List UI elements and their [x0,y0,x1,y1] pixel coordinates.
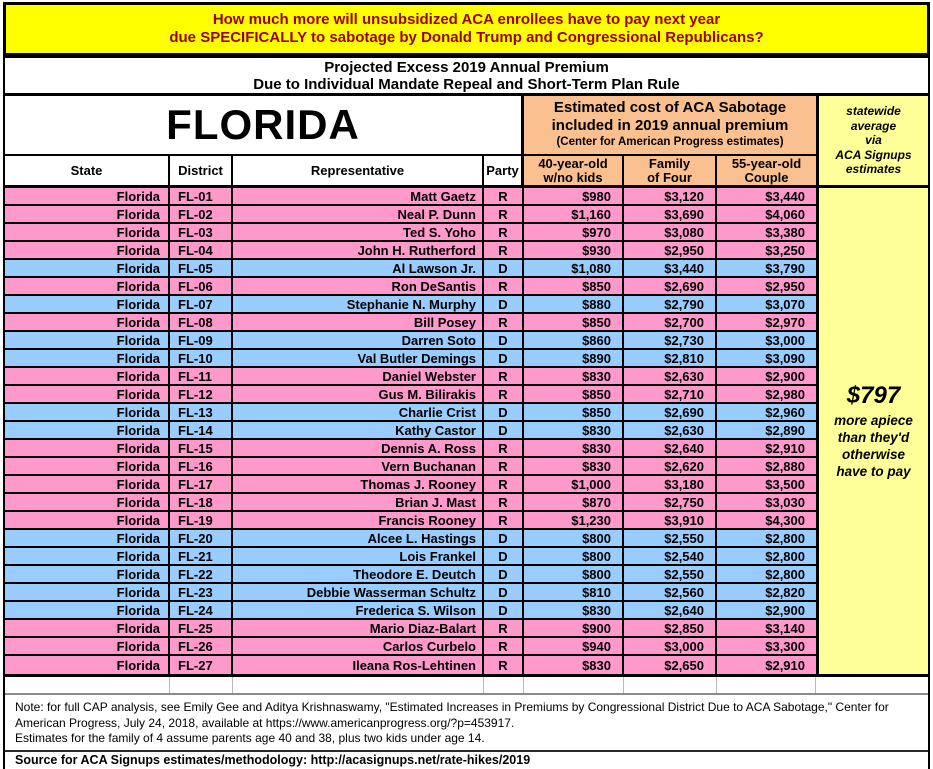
cell-party: D [484,548,524,564]
cell-state: Florida [5,314,170,330]
cell-state: Florida [5,566,170,582]
column-header-line: 40-year-old [538,155,608,171]
statewide-average-cell [816,188,928,674]
source-bar [5,750,928,769]
cell-party: R [484,206,524,222]
cell-district: FL-19 [170,512,233,528]
cell-family-of-four: $2,730 [624,332,717,348]
sidebar-head-line: ACA Signups [835,147,912,162]
sidebar-head-line: statewide [846,104,901,119]
cell-family-of-four: $2,630 [624,368,717,384]
cell-party: R [484,386,524,402]
table-row [5,404,816,422]
cell-representative: Al Lawson Jr. [233,260,484,276]
cell-55-year-old: $3,140 [717,620,816,636]
cell-district: FL-12 [170,386,233,402]
cost-header-line-1: Estimated cost of ACA Sabotage [553,99,787,116]
cell-party: R [484,458,524,474]
cell-party: D [484,350,524,366]
statewide-average-caption-line: have to pay [836,463,911,479]
cell-40-year-old: $830 [524,422,624,438]
table-row [5,224,816,242]
cell-family-of-four: $3,080 [624,224,717,240]
cell-party: D [484,332,524,348]
cell-representative: Lois Frankel [233,548,484,564]
cell-40-year-old: $800 [524,530,624,546]
cell-representative: Stephanie N. Murphy [233,296,484,312]
statewide-average-amount: $797 [846,381,901,409]
cell-40-year-old: $850 [524,404,624,420]
cell-district: FL-18 [170,494,233,510]
cell-party: D [484,422,524,438]
table-row [5,458,816,476]
cell-40-year-old: $1,160 [524,206,624,222]
cell-55-year-old: $2,980 [717,386,816,402]
statewide-average-caption-line: more apiece [834,412,913,428]
cell-55-year-old: $2,800 [717,566,816,582]
cell-family-of-four: $2,690 [624,278,717,294]
table-row [5,638,816,656]
cell-party: R [484,188,524,204]
cell-family-of-four: $3,440 [624,260,717,276]
cell-representative: Alcee L. Hastings [233,530,484,546]
cell-40-year-old: $940 [524,638,624,654]
cell-representative: Ileana Ros-Lehtinen [233,656,484,674]
cell-state: Florida [5,296,170,312]
cell-district: FL-23 [170,584,233,600]
cell-state: Florida [5,422,170,438]
cell-40-year-old: $830 [524,602,624,618]
cost-header-line-3: (Center for American Progress estimates) [556,136,784,148]
cell-55-year-old: $2,910 [717,440,816,456]
cell-family-of-four: $2,700 [624,314,717,330]
sidebar-head-line: via [865,133,882,148]
cell-party: R [484,314,524,330]
cell-party: R [484,224,524,240]
cell-40-year-old: $810 [524,584,624,600]
empty-cell [170,677,233,693]
cell-state: Florida [5,602,170,618]
cell-party: D [484,602,524,618]
table-row [5,422,816,440]
table-row [5,350,816,368]
cell-district: FL-21 [170,548,233,564]
cell-district: FL-10 [170,350,233,366]
cell-40-year-old: $900 [524,620,624,636]
cell-representative: Charlie Crist [233,404,484,420]
cell-district: FL-11 [170,368,233,384]
cell-family-of-four: $3,180 [624,476,717,492]
empty-cell [233,677,484,693]
cell-state: Florida [5,386,170,402]
cell-55-year-old: $3,380 [717,224,816,240]
cell-family-of-four: $2,540 [624,548,717,564]
cell-party: R [484,368,524,384]
cell-district: FL-07 [170,296,233,312]
cell-family-of-four: $2,560 [624,584,717,600]
cell-state: Florida [5,530,170,546]
cell-district: FL-24 [170,602,233,618]
cell-representative: Frederica S. Wilson [233,602,484,618]
footnote-block [5,695,928,750]
table-row [5,584,816,602]
empty-cell [816,677,928,693]
empty-cell [524,677,624,693]
cell-family-of-four: $2,750 [624,494,717,510]
cell-representative: Theodore E. Deutch [233,566,484,582]
cell-state: Florida [5,368,170,384]
cell-district: FL-09 [170,332,233,348]
empty-cell [484,677,524,693]
cell-55-year-old: $2,900 [717,368,816,384]
cell-40-year-old: $830 [524,368,624,384]
cell-40-year-old: $880 [524,296,624,312]
table-row [5,278,816,296]
table-row [5,440,816,458]
cell-55-year-old: $3,030 [717,494,816,510]
cell-state: Florida [5,332,170,348]
cell-state: Florida [5,458,170,474]
cell-40-year-old: $1,000 [524,476,624,492]
cell-district: FL-01 [170,188,233,204]
cell-family-of-four: $3,000 [624,638,717,654]
column-header-family-of-four [624,156,717,185]
cell-40-year-old: $1,230 [524,512,624,528]
cell-representative: John H. Rutherford [233,242,484,258]
cell-district: FL-14 [170,422,233,438]
sidebar-head-line: average [850,118,897,133]
cell-40-year-old: $850 [524,278,624,294]
table-header-block [5,96,928,188]
cell-state: Florida [5,476,170,492]
cost-header-line-2: included in 2019 annual premium [551,117,789,134]
cell-state: Florida [5,350,170,366]
cell-family-of-four: $2,620 [624,458,717,474]
table-rows [5,188,816,674]
cell-district: FL-26 [170,638,233,654]
table-row [5,512,816,530]
cell-representative: Carlos Curbelo [233,638,484,654]
cell-district: FL-02 [170,206,233,222]
table-row [5,332,816,350]
cell-representative: Neal P. Dunn [233,206,484,222]
cell-55-year-old: $3,300 [717,638,816,654]
column-header-row [5,156,816,185]
column-header-line: Couple [744,169,789,185]
cell-party: R [484,278,524,294]
cell-district: FL-17 [170,476,233,492]
table-row [5,242,816,260]
cell-state: Florida [5,440,170,456]
column-header-line: Family [648,155,691,171]
subtitle-line-2: Due to Individual Mandate Repeal and Short-Term Plan Rule [253,75,680,93]
cell-40-year-old: $800 [524,548,624,564]
cell-district: FL-06 [170,278,233,294]
cell-family-of-four: $2,950 [624,242,717,258]
cell-55-year-old: $2,820 [717,584,816,600]
cell-family-of-four: $2,550 [624,530,717,546]
empty-cell [5,677,170,693]
cell-state: Florida [5,512,170,528]
cell-state: Florida [5,620,170,636]
cell-representative: Thomas J. Rooney [233,476,484,492]
cell-family-of-four: $2,630 [624,422,717,438]
cell-55-year-old: $2,910 [717,656,816,674]
column-header-state: State [5,156,170,185]
cell-40-year-old: $980 [524,188,624,204]
cell-family-of-four: $2,850 [624,620,717,636]
cell-40-year-old: $1,080 [524,260,624,276]
cell-state: Florida [5,224,170,240]
cell-party: R [484,440,524,456]
cell-representative: Daniel Webster [233,368,484,384]
cell-family-of-four: $3,120 [624,188,717,204]
column-header-55-year-old [717,156,816,185]
cell-representative: Ted S. Yoho [233,224,484,240]
cell-state: Florida [5,548,170,564]
cell-district: FL-15 [170,440,233,456]
cell-40-year-old: $970 [524,224,624,240]
cell-representative: Brian J. Mast [233,494,484,510]
cell-district: FL-16 [170,458,233,474]
cell-district: FL-25 [170,620,233,636]
statewide-average-header [816,96,928,185]
cell-representative: Dennis A. Ross [233,440,484,456]
cell-state: Florida [5,656,170,674]
cell-55-year-old: $2,950 [717,278,816,294]
cell-40-year-old: $830 [524,458,624,474]
cell-55-year-old: $2,900 [717,602,816,618]
cell-district: FL-03 [170,224,233,240]
cell-40-year-old: $890 [524,350,624,366]
column-header-40-year-old [524,156,624,185]
table-row [5,620,816,638]
table-row [5,476,816,494]
cell-55-year-old: $3,090 [717,350,816,366]
cell-family-of-four: $2,550 [624,566,717,582]
cell-representative: Gus M. Bilirakis [233,386,484,402]
cell-family-of-four: $3,910 [624,512,717,528]
cell-party: R [484,620,524,636]
cell-55-year-old: $2,800 [717,530,816,546]
table-row [5,566,816,584]
cell-55-year-old: $3,790 [717,260,816,276]
table-row [5,548,816,566]
cell-party: D [484,566,524,582]
cell-family-of-four: $2,810 [624,350,717,366]
column-header-line: w/no kids [543,169,603,185]
table-row [5,368,816,386]
footnote-family-assumption: Estimates for the family of 4 assume parents age 40 and 38, plus two kids under age 14. [15,731,485,745]
subtitle-line-1: Projected Excess 2019 Annual Premium [324,58,609,76]
cell-party: R [484,242,524,258]
cell-party: D [484,584,524,600]
cell-representative: Francis Rooney [233,512,484,528]
cell-55-year-old: $3,500 [717,476,816,492]
cell-40-year-old: $830 [524,440,624,456]
cell-40-year-old: $860 [524,332,624,348]
cell-state: Florida [5,404,170,420]
cell-party: R [484,638,524,654]
table-row [5,602,816,620]
table-row [5,188,816,206]
column-header-line: 55-year-old [731,155,802,171]
cell-representative: Ron DeSantis [233,278,484,294]
footnote-cap-analysis: Note: for full CAP analysis, see Emily Gee and Aditya Krishnaswamy, "Estimated Increases in Premiums by Congressional District Due to ACA Sabotage," Center for American Progress, July 24, 2018, available at https://www.americanprogress.org/?p=453917. [15,700,889,730]
statewide-average-caption-line: than they'd [837,429,910,445]
table-body [5,188,928,677]
statewide-average-caption-line: otherwise [841,446,906,462]
column-header-line: of Four [647,169,692,185]
cell-state: Florida [5,260,170,276]
cell-55-year-old: $2,970 [717,314,816,330]
column-header-party: Party [484,156,524,185]
cell-representative: Vern Buchanan [233,458,484,474]
cell-state: Florida [5,584,170,600]
cell-party: D [484,404,524,420]
table-row [5,206,816,224]
cell-family-of-four: $2,710 [624,386,717,402]
cell-representative: Matt Gaetz [233,188,484,204]
cell-family-of-four: $2,790 [624,296,717,312]
cell-family-of-four: $2,650 [624,656,717,674]
cell-40-year-old: $830 [524,656,624,674]
cell-representative: Mario Diaz-Balart [233,620,484,636]
table-row [5,386,816,404]
cell-55-year-old: $2,800 [717,548,816,564]
cell-state: Florida [5,278,170,294]
column-header-representative: Representative [233,156,484,185]
cell-state: Florida [5,494,170,510]
cell-55-year-old: $3,250 [717,242,816,258]
table-row [5,314,816,332]
cell-55-year-old: $4,060 [717,206,816,222]
cell-district: FL-05 [170,260,233,276]
cell-representative: Bill Posey [233,314,484,330]
cell-party: D [484,260,524,276]
cell-55-year-old: $3,000 [717,332,816,348]
cell-state: Florida [5,242,170,258]
column-header-district: District [170,156,233,185]
cell-40-year-old: $850 [524,314,624,330]
table-row [5,494,816,512]
empty-cell [624,677,717,693]
cell-family-of-four: $3,690 [624,206,717,222]
cell-party: D [484,530,524,546]
cell-state: Florida [5,188,170,204]
cell-40-year-old: $930 [524,242,624,258]
cell-40-year-old: $870 [524,494,624,510]
cell-district: FL-04 [170,242,233,258]
cell-family-of-four: $2,640 [624,440,717,456]
table-row [5,530,816,548]
cell-district: FL-27 [170,656,233,674]
headline-line-2: due SPECIFICALLY to sabotage by Donald Trump and Congressional Republicans? [169,29,764,46]
cell-party: R [484,512,524,528]
empty-cell [717,677,816,693]
source-text: Source for ACA Signups estimates/methodology: http://acasignups.net/rate-hikes/2019 [15,753,531,767]
cell-55-year-old: $4,300 [717,512,816,528]
empty-spreadsheet-row [5,677,928,695]
table-row [5,656,816,674]
cell-40-year-old: $800 [524,566,624,582]
cell-representative: Kathy Castor [233,422,484,438]
cell-family-of-four: $2,640 [624,602,717,618]
table-subtitle [5,58,928,96]
headline-line-1: How much more will unsubsidized ACA enrollees have to pay next year [212,11,721,28]
cell-party: R [484,494,524,510]
cell-district: FL-22 [170,566,233,582]
table-frame [3,56,930,769]
cell-representative: Val Butler Demings [233,350,484,366]
cell-55-year-old: $3,070 [717,296,816,312]
table-row [5,260,816,278]
sidebar-head-line: estimates [845,162,902,177]
state-title: FLORIDA [5,96,524,156]
cell-district: FL-20 [170,530,233,546]
cell-district: FL-08 [170,314,233,330]
cost-column-group-header [524,96,816,156]
cell-district: FL-13 [170,404,233,420]
cell-55-year-old: $2,890 [717,422,816,438]
cell-party: D [484,296,524,312]
headline-banner [3,2,930,56]
cell-40-year-old: $850 [524,386,624,402]
cell-family-of-four: $2,690 [624,404,717,420]
cell-55-year-old: $3,440 [717,188,816,204]
cell-party: R [484,476,524,492]
cell-state: Florida [5,206,170,222]
cell-55-year-old: $2,960 [717,404,816,420]
cell-representative: Debbie Wasserman Schultz [233,584,484,600]
cell-party: R [484,656,524,674]
cell-state: Florida [5,638,170,654]
cell-55-year-old: $2,880 [717,458,816,474]
table-row [5,296,816,314]
cell-representative: Darren Soto [233,332,484,348]
